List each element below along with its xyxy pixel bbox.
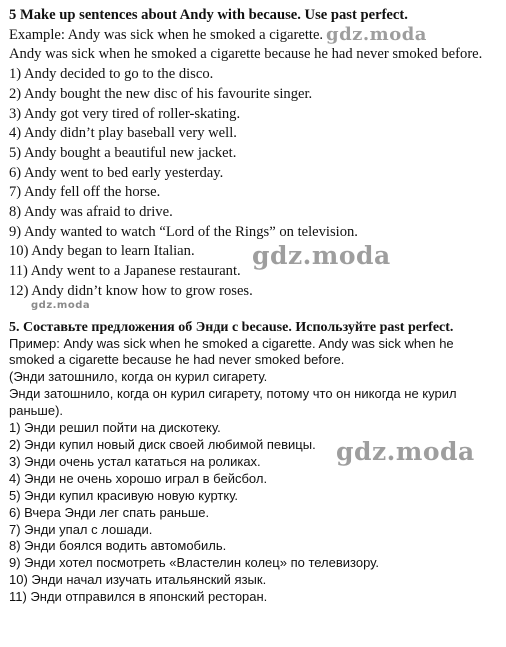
english-item: 3) Andy got very tired of roller-skating. [9, 105, 241, 122]
russian-item: 3) Энди очень устал кататься на роликах. [9, 453, 261, 469]
russian-item: 9) Энди хотел посмотреть «Властелин колец» по телевизору. [9, 555, 379, 571]
russian-example-line: Пример: Andy was sick when he smoked a cigarette. Andy was sick when he [9, 335, 454, 351]
russian-item: 1) Энди решил пойти на дискотеку. [9, 420, 221, 436]
english-item: 5) Andy bought a beautiful new jacket. [9, 144, 237, 161]
watermark-lower: gdz.moda [336, 437, 475, 466]
english-item: 6) Andy went to bed early yesterday. [9, 164, 224, 181]
watermark-small: gdz.moda [31, 300, 91, 311]
english-item: 4) Andy didn’t play baseball very well. [9, 125, 237, 142]
russian-item: 11) Энди отправился в японский ресторан. [9, 589, 268, 605]
russian-item: 8) Энди боялся водить автомобиль. [9, 538, 227, 554]
russian-item: 6) Вчера Энди лег спать раньше. [9, 504, 210, 520]
english-item: 11) Andy went to a Japanese restaurant. [9, 263, 241, 280]
russian-translation: Энди затошнило, когда он курил сигарету, потому что он никогда не курил [9, 386, 457, 402]
english-item: 2) Andy bought the new disc of his favourite singer. [9, 85, 313, 102]
english-example-answer: Andy was sick when he smoked a cigarette because he had never smoked before. [9, 46, 483, 63]
russian-translation: раньше). [9, 403, 64, 419]
english-item: 10) Andy began to learn Italian. [9, 243, 195, 260]
russian-item: 2) Энди купил новый диск своей любимой певицы. [9, 436, 316, 452]
english-item: 7) Andy fell off the horse. [9, 184, 161, 201]
english-item: 1) Andy decided to go to the disco. [9, 66, 214, 83]
english-item: 8) Andy was afraid to drive. [9, 204, 173, 221]
russian-item: 5) Энди купил красивую новую куртку. [9, 487, 238, 503]
russian-heading: 5. Составьте предложения об Энди с because. Используйте past perfect. [9, 319, 454, 335]
watermark-top: gdz.moda [326, 24, 427, 45]
english-heading: 5 Make up sentences about Andy with because. Use past perfect. [9, 7, 408, 23]
russian-item: 7) Энди упал с лошади. [9, 521, 153, 537]
russian-example-line: smoked a cigarette because he had never smoked before. [9, 352, 345, 368]
russian-item: 4) Энди не очень хорошо играл в бейсбол. [9, 470, 268, 486]
english-item: 9) Andy wanted to watch “Lord of the Rings” on television. [9, 223, 358, 240]
watermark-middle: gdz.moda [252, 241, 391, 270]
english-item: 12) Andy didn’t know how to grow roses. [9, 282, 253, 299]
russian-item: 10) Энди начал изучать итальянский язык. [9, 572, 267, 588]
russian-translation: (Энди затошнило, когда он курил сигарету. [9, 369, 268, 385]
english-example: Example: Andy was sick when he smoked a cigarette. [9, 26, 324, 43]
